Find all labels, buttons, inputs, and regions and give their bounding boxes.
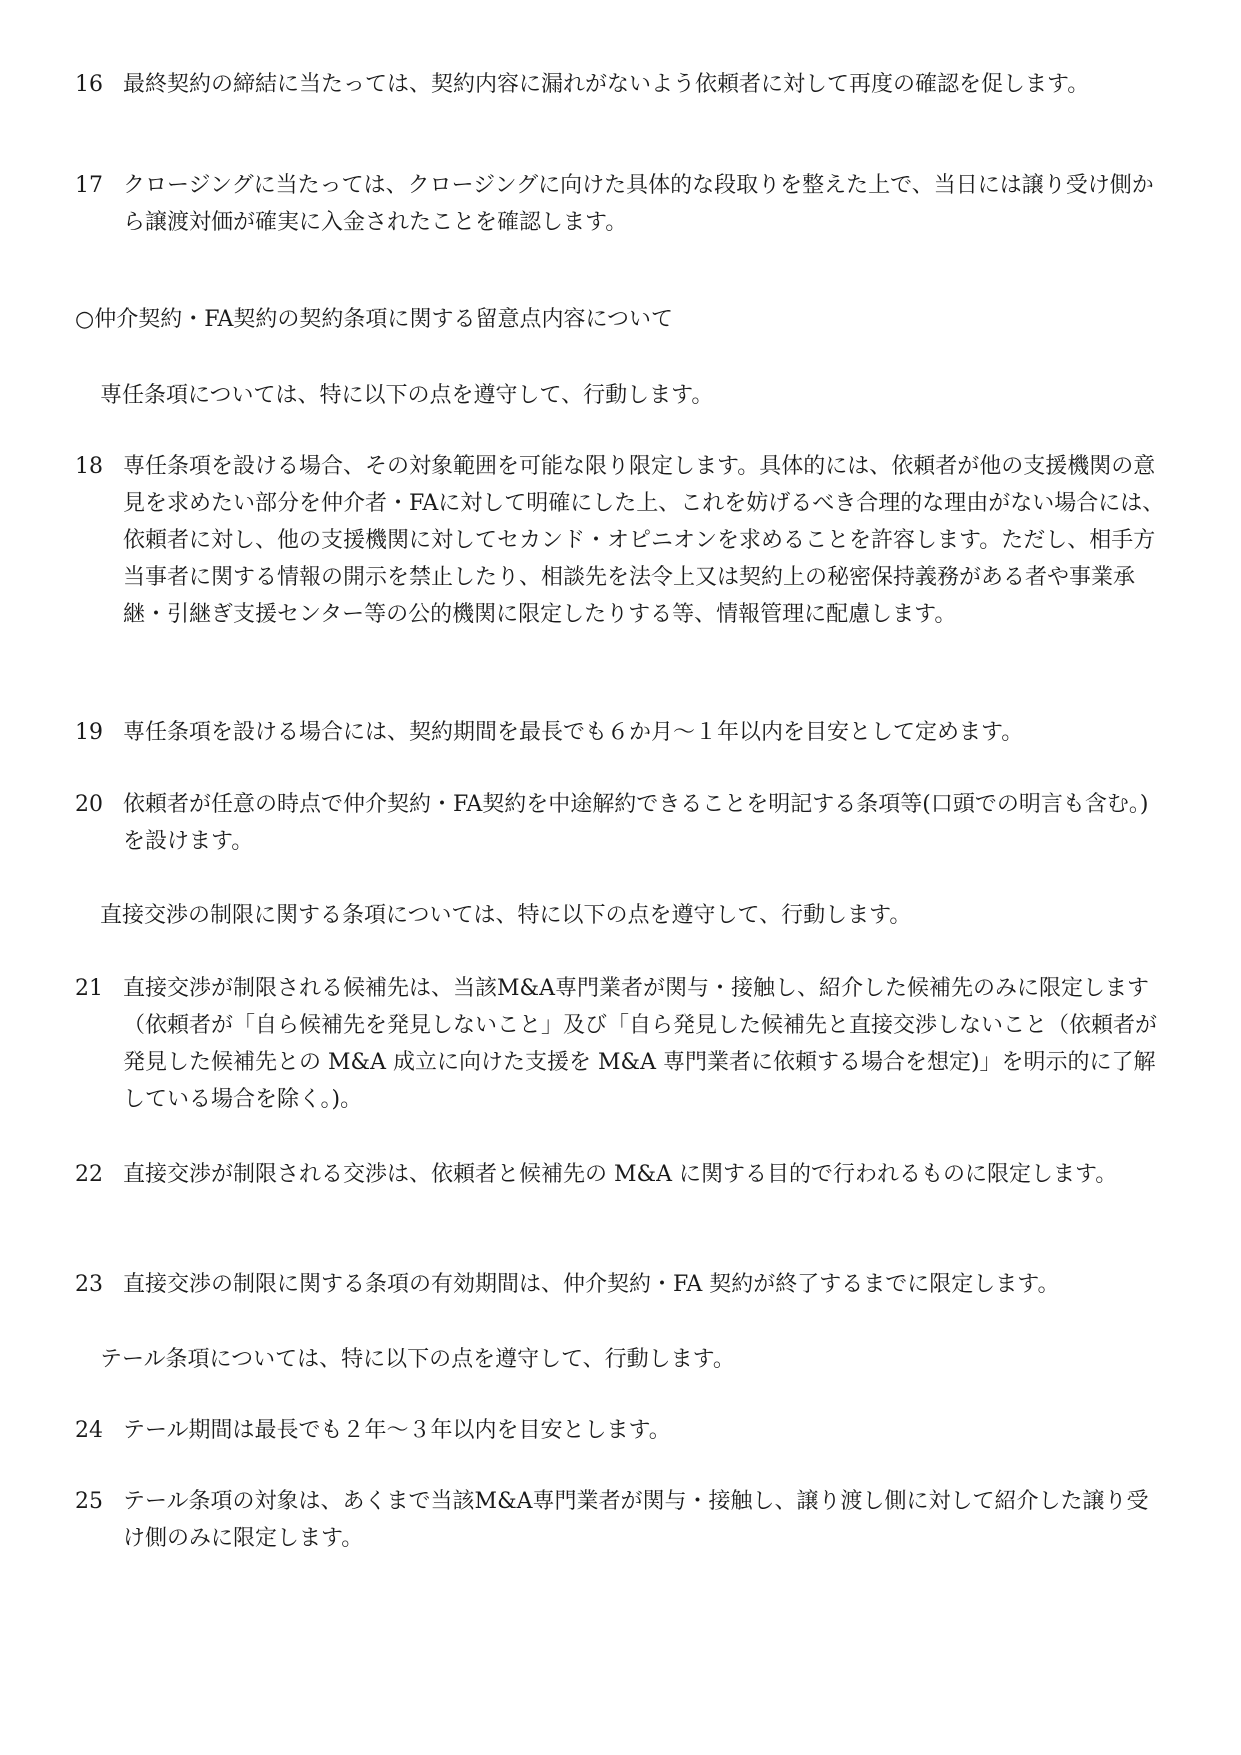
clause-number: 23 bbox=[75, 1272, 103, 1297]
clause-number: 20 bbox=[75, 792, 103, 817]
clause-text: 専任条項を設ける場合、その対象範囲を可能な限り限定します。具体的には、依頼者が他の支援機関の意見を求めたい部分を仲介者・FAに対して明確にした上、これを妨げるべき合理的な理由がない場合には、依頼者に対し、他の支援機関に対してセカンド・オピニオンを求めることを許容します。ただし、相手方当事者に関する情報の開示を禁止したり、相談先を法令上又は契約上の秘密保持義務がある者や事業承継・引継ぎ支援センター等の公的機関に限定したりする等、情報管理に配慮します。 bbox=[123, 454, 1165, 627]
clause-text: テール条項の対象は、あくまで当該M&A専門業者が関与・接触し、譲り渡し側に対して紹介した譲り受け側のみに限定します。 bbox=[123, 1489, 1149, 1551]
subheading-exclusive: 専任条項については、特に以下の点を遵守して、行動します。 bbox=[100, 383, 714, 408]
clause-text: 専任条項を設ける場合には、契約期間を最長でも６か月～１年以内を目安として定めます。 bbox=[123, 720, 1024, 745]
clause-text: クロージングに当たっては、クロージングに向けた具体的な段取りを整えた上で、当日には譲り受け側から譲渡対価が確実に入金されたことを確認します。 bbox=[123, 173, 1154, 235]
clause-25 bbox=[75, 1483, 1170, 1557]
section-heading: ○仲介契約・FA契約の契約条項に関する留意点内容について bbox=[75, 307, 673, 332]
clause-text: 依頼者が任意の時点で仲介契約・FA契約を中途解約できることを明記する条項等(口頭での明言も含む。)を設けます。 bbox=[123, 792, 1149, 854]
clause-text: 直接交渉が制限される候補先は、当該M&A専門業者が関与・接触し、紹介した候補先のみに限定します（依頼者が「自ら候補先を発見しないこと」及び「自ら発見した候補先と直接交渉しないこと（依頼者が発見した候補先との M&A 成立に向けた支援を M&A 専門業者に依頼する場合を想定)」を明示的に了解している場合を除く。)。 bbox=[123, 976, 1158, 1112]
clause-number: 16 bbox=[75, 72, 103, 97]
clause-text: 直接交渉が制限される交渉は、依頼者と候補先の M&A に関する目的で行われるものに限定します。 bbox=[123, 1162, 1118, 1187]
clause-number: 24 bbox=[75, 1418, 103, 1443]
clause-number: 17 bbox=[75, 173, 103, 198]
clause-number: 22 bbox=[75, 1162, 103, 1187]
clause-21 bbox=[75, 970, 1170, 1118]
clause-22 bbox=[75, 1156, 1170, 1193]
clause-19 bbox=[75, 714, 1170, 751]
clause-text: 直接交渉の制限に関する条項の有効期間は、仲介契約・FA 契約が終了するまでに限定します。 bbox=[123, 1272, 1060, 1297]
subheading-tail: テール条項については、特に以下の点を遵守して、行動します。 bbox=[100, 1347, 735, 1372]
clause-18 bbox=[75, 448, 1170, 633]
clause-23 bbox=[75, 1266, 1170, 1303]
clause-text: テール期間は最長でも２年～３年以内を目安とします。 bbox=[123, 1418, 671, 1443]
clause-number: 25 bbox=[75, 1489, 103, 1514]
clause-20 bbox=[75, 786, 1170, 860]
clause-24 bbox=[75, 1412, 1170, 1449]
clause-16 bbox=[75, 66, 1170, 103]
clause-number: 19 bbox=[75, 720, 103, 745]
subheading-direct: 直接交渉の制限に関する条項については、特に以下の点を遵守して、行動します。 bbox=[100, 903, 912, 928]
clause-17 bbox=[75, 167, 1170, 241]
clause-number: 18 bbox=[75, 454, 103, 479]
clause-number: 21 bbox=[75, 976, 103, 1001]
clause-text: 最終契約の締結に当たっては、契約内容に漏れがないよう依頼者に対して再度の確認を促します。 bbox=[123, 72, 1090, 97]
